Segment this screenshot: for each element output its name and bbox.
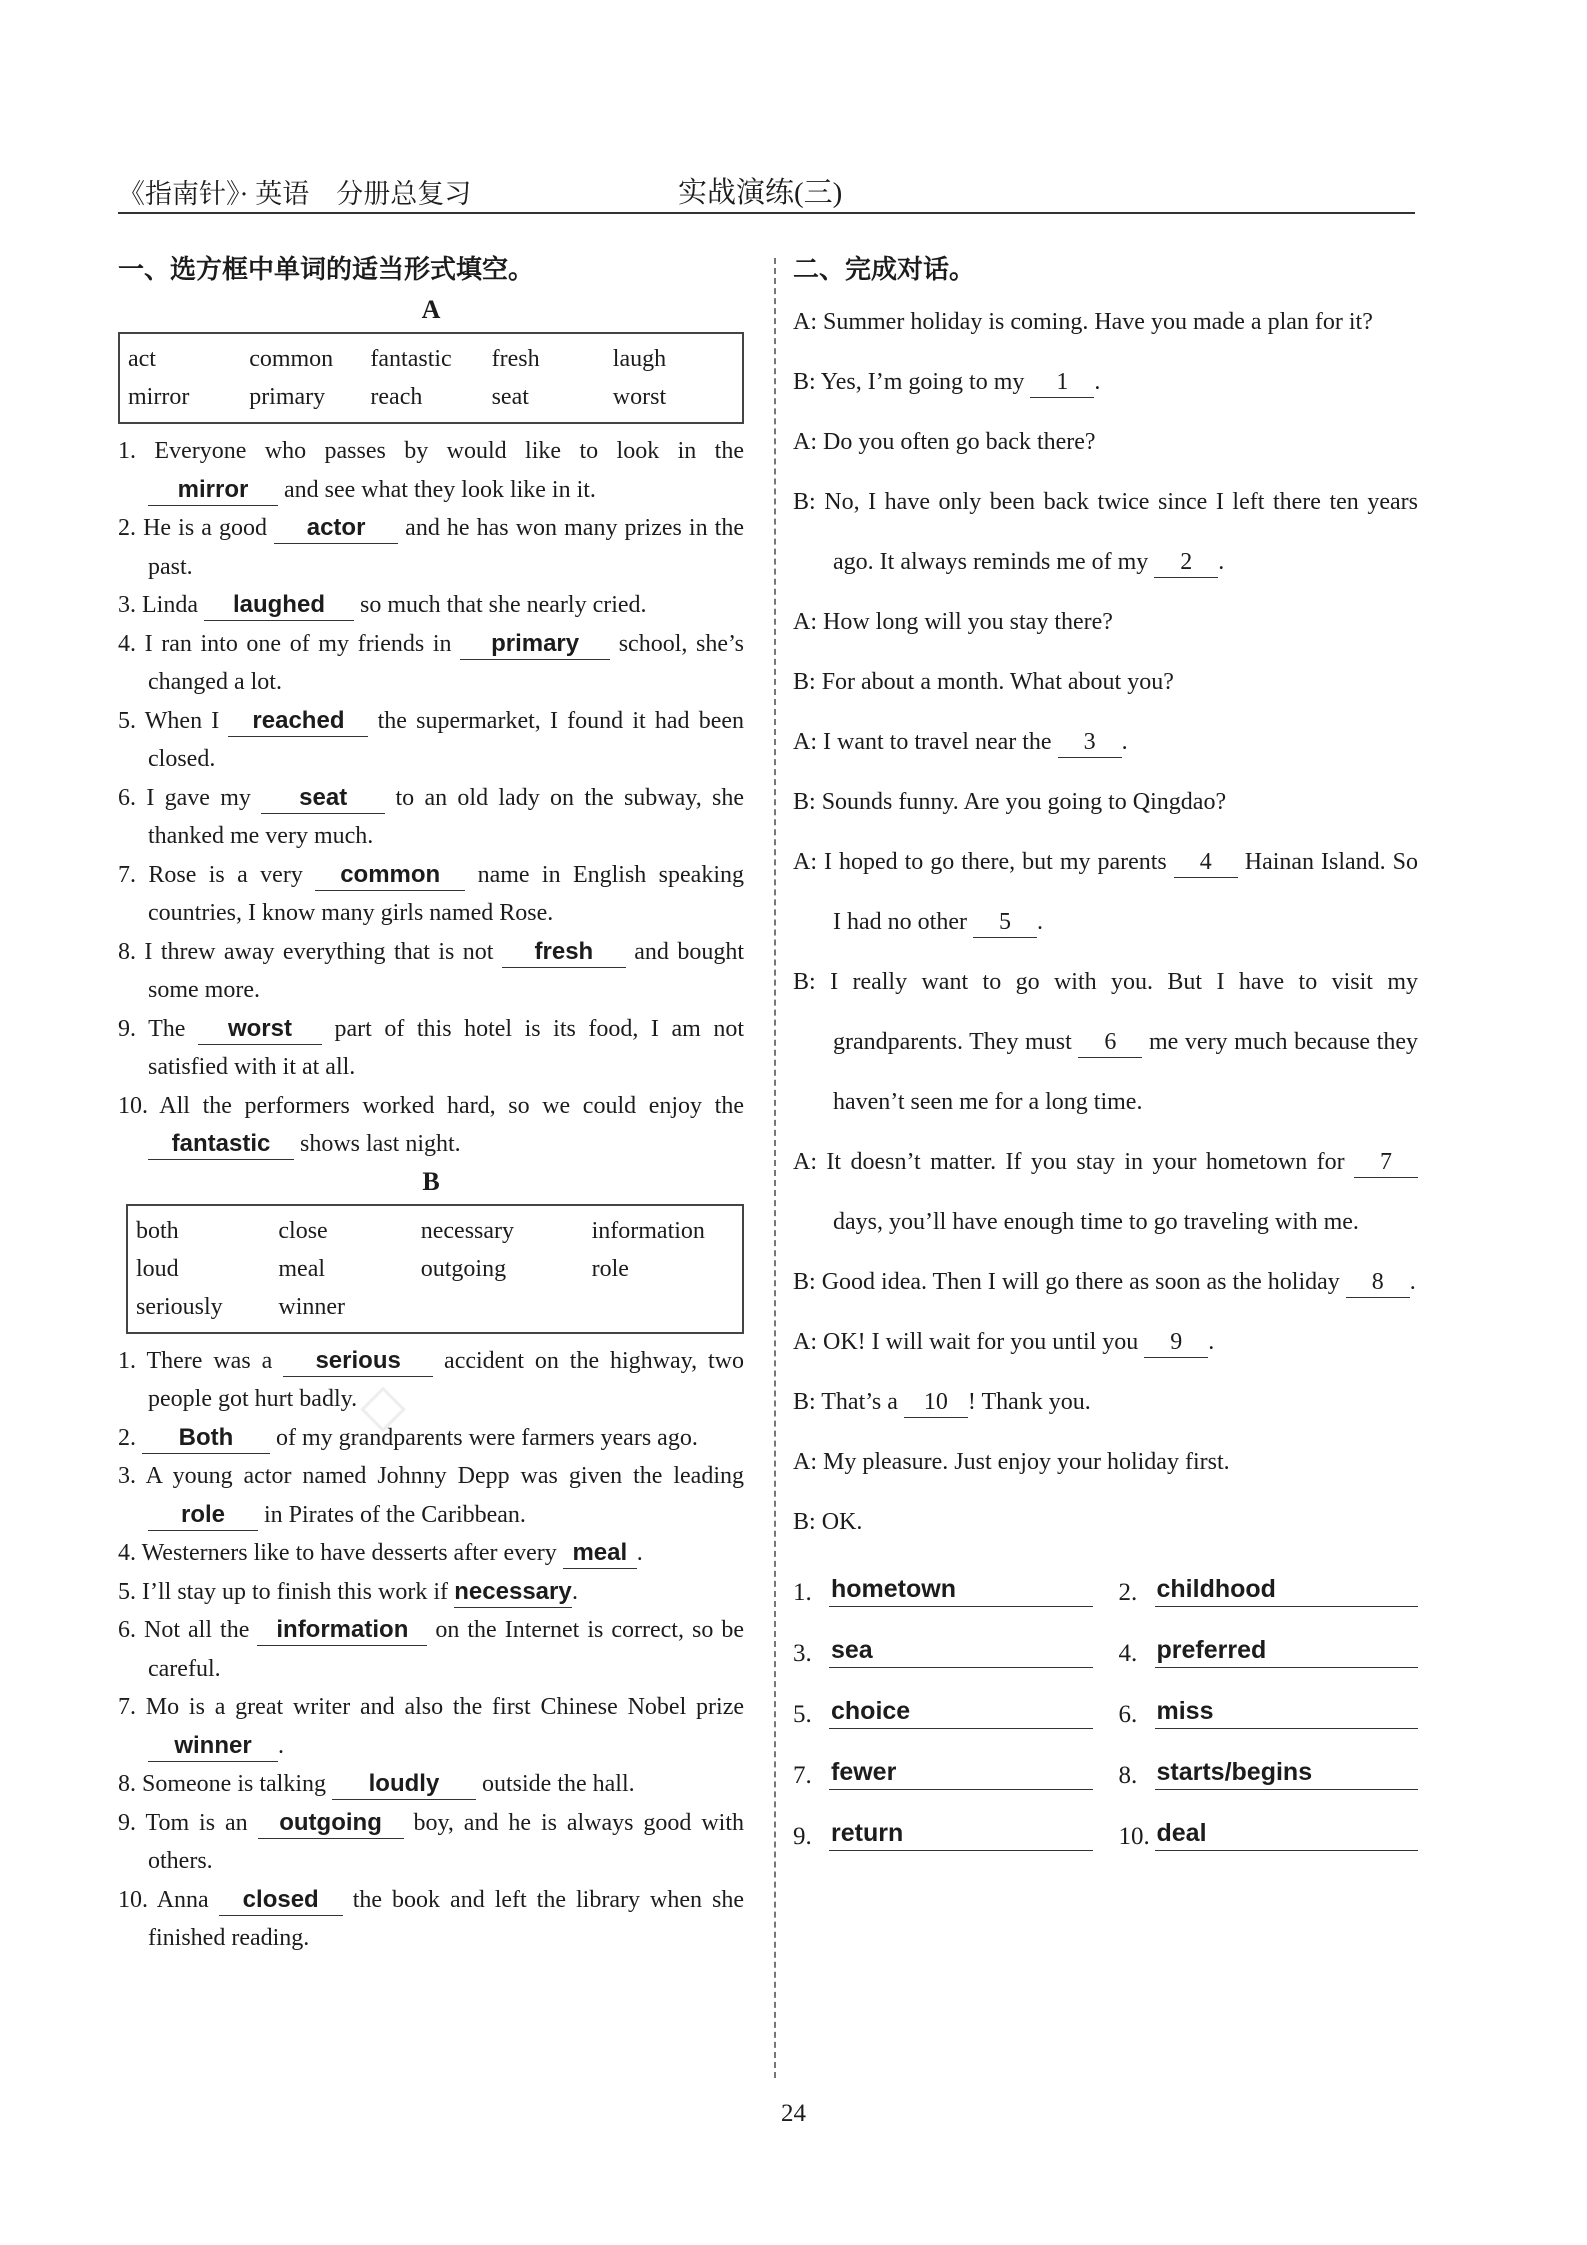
- answer-blank[interactable]: common: [315, 860, 465, 891]
- speaker-label: A:: [793, 429, 823, 455]
- question-item: [118, 1765, 744, 1804]
- answer-number: 7.: [793, 1762, 812, 1789]
- answer-blank[interactable]: winner: [148, 1731, 278, 1762]
- answer-blank[interactable]: laughed: [204, 590, 354, 621]
- group-b-label: B: [422, 1166, 440, 1196]
- dialogue-text: For about a month. What about you?: [821, 669, 1174, 695]
- answer-blank[interactable]: necessary: [454, 1577, 572, 1608]
- question-text: Tom is an: [145, 1809, 258, 1836]
- question-number: 8.: [118, 1771, 142, 1797]
- speaker-label: A:: [793, 849, 824, 875]
- question-text: on the Internet is correct, so be careful.: [148, 1617, 744, 1682]
- dialogue-blank[interactable]: 7: [1354, 1147, 1418, 1178]
- question-text: the book and left the library when she finished reading.: [148, 1886, 744, 1951]
- answer-value[interactable]: choice: [829, 1694, 1093, 1729]
- answer-value[interactable]: preferred: [1155, 1633, 1419, 1668]
- answer-number: 1.: [793, 1579, 812, 1606]
- answer-value[interactable]: miss: [1155, 1694, 1419, 1729]
- part2-title: 二、完成对话。: [793, 255, 976, 285]
- question-number: 5.: [118, 707, 145, 734]
- answer-blank[interactable]: reached: [228, 706, 368, 737]
- dialogue-blank[interactable]: 5: [973, 907, 1037, 938]
- question-item: [118, 1010, 744, 1087]
- answer-blank[interactable]: actor: [274, 513, 398, 544]
- question-item: [118, 1688, 744, 1765]
- answer-blank[interactable]: meal: [563, 1538, 637, 1569]
- question-item: [118, 856, 744, 933]
- dialogue-blank[interactable]: 1: [1030, 367, 1094, 398]
- speaker-label: B:: [793, 1389, 822, 1415]
- question-text: All the performers worked hard, so we could enjoy the: [159, 1092, 744, 1119]
- dialogue-line: [793, 1132, 1418, 1252]
- answer-blank[interactable]: mirror: [148, 475, 278, 506]
- dialogue-line: [793, 772, 1418, 832]
- question-item: [118, 779, 744, 856]
- question-item: [118, 586, 744, 625]
- word-option: close: [278, 1217, 328, 1244]
- answer-number: 5.: [793, 1701, 812, 1728]
- word-option: worst: [612, 384, 667, 410]
- question-text: to an old lady on the subway, she thanked me very much.: [148, 784, 745, 849]
- answer-value[interactable]: starts/begins: [1155, 1755, 1419, 1790]
- answer-grid: [793, 1572, 1418, 1851]
- speaker-label: B:: [793, 969, 831, 995]
- dialogue-text: It doesn’t matter. If you stay in your hometown for: [826, 1149, 1355, 1175]
- question-text: and bought some more.: [148, 938, 744, 1003]
- question-text: of my grandparents were farmers years ago.: [270, 1424, 698, 1451]
- question-text: The: [148, 1015, 198, 1042]
- speaker-label: A:: [793, 1449, 823, 1475]
- dialogue-line: [793, 952, 1418, 1132]
- question-number: 5.: [118, 1578, 142, 1605]
- dialogue-blank[interactable]: 2: [1154, 547, 1218, 578]
- answer-value[interactable]: hometown: [829, 1572, 1093, 1607]
- answer-row: [793, 1694, 1093, 1729]
- speaker-label: A:: [793, 609, 823, 635]
- answer-row: [1119, 1633, 1419, 1668]
- question-text: school, she’s changed a lot.: [148, 630, 744, 695]
- dialogue-line: [793, 592, 1418, 652]
- question-number: 7.: [118, 861, 149, 888]
- question-number: 6.: [118, 1617, 145, 1643]
- dialogue-text: OK! I will wait for you until you: [823, 1329, 1145, 1355]
- answer-row: [793, 1816, 1093, 1851]
- dialogue-line: [793, 652, 1418, 712]
- dialogue-blank[interactable]: 4: [1174, 847, 1238, 878]
- answer-blank[interactable]: Both: [142, 1423, 270, 1454]
- question-number: 3.: [118, 592, 142, 618]
- book-title: 《指南针》· 英语 分册总复习: [118, 179, 472, 209]
- dialogue-text: I really want to go with you. But I have to visit my grandparents. They must: [830, 969, 1419, 1055]
- speaker-label: B:: [793, 1269, 822, 1295]
- answer-value[interactable]: childhood: [1155, 1572, 1419, 1607]
- speaker-label: B:: [793, 1509, 822, 1535]
- question-item: [118, 1087, 744, 1164]
- question-number: 3.: [118, 1463, 146, 1489]
- word-option: seriously: [136, 1293, 223, 1320]
- dialogue-text: I want to travel near the: [823, 729, 1058, 755]
- left-column: [118, 248, 744, 1958]
- answer-row: [1119, 1755, 1419, 1790]
- dialogue-line: [793, 1312, 1418, 1372]
- question-text: Anna: [156, 1886, 219, 1913]
- answer-blank[interactable]: role: [148, 1500, 258, 1531]
- question-number: 1.: [118, 438, 155, 464]
- question-text: .: [278, 1732, 284, 1759]
- dialogue-line: [793, 352, 1418, 412]
- question-item: [118, 1804, 744, 1881]
- answer-number: 6.: [1118, 1701, 1138, 1728]
- dialogue-text: How long will you stay there?: [823, 609, 1113, 635]
- part1-title: 一、选方框中单词的适当形式填空。: [118, 255, 535, 285]
- question-text: so much that she nearly cried.: [353, 592, 647, 618]
- question-text: and he has won many prizes in the past.: [148, 515, 744, 580]
- dialogue-line: [793, 1492, 1418, 1552]
- word-option: reach: [370, 384, 423, 410]
- question-text: Mo is a great writer and also the first Chinese Nobel prize: [145, 1694, 745, 1720]
- question-number: 9.: [118, 1809, 146, 1836]
- question-number: 2.: [118, 1424, 142, 1451]
- question-text: I ran into one of my friends in: [144, 630, 461, 657]
- answer-number: 2.: [1118, 1579, 1138, 1606]
- speaker-label: B:: [793, 669, 822, 695]
- answer-row: [1119, 1572, 1419, 1607]
- word-option: common: [249, 346, 334, 372]
- dialogue-text: Sounds funny. Are you going to Qingdao?: [821, 789, 1227, 815]
- dialogue-text: .: [1036, 909, 1043, 935]
- question-number: 4.: [118, 630, 145, 657]
- question-text: He is a good: [143, 515, 275, 541]
- dialogue-text: me very much because they haven’t seen me for a long time.: [833, 1029, 1418, 1115]
- answer-blank[interactable]: fantastic: [148, 1129, 294, 1160]
- word-option: act: [128, 346, 156, 372]
- word-option: mirror: [128, 384, 190, 410]
- dialogue: [793, 292, 1418, 1552]
- question-item: [118, 1534, 744, 1573]
- answer-blank[interactable]: closed: [219, 1885, 343, 1916]
- dialogue-text: ! Thank you.: [967, 1389, 1091, 1415]
- question-item: [118, 933, 744, 1010]
- question-text: Westerners like to have desserts after every: [141, 1540, 563, 1566]
- question-number: 6.: [118, 784, 147, 811]
- watermark: ◇: [360, 1370, 407, 1440]
- word-option: fresh: [491, 346, 540, 372]
- question-text: boy, and he is always good with others.: [148, 1809, 744, 1874]
- dialogue-line: [793, 472, 1418, 592]
- question-text: Rose is a very: [148, 861, 316, 888]
- speaker-label: A:: [793, 309, 823, 335]
- question-text: Linda: [142, 592, 204, 618]
- question-item: [118, 702, 744, 779]
- speaker-label: B:: [793, 369, 821, 395]
- word-box-a: [118, 332, 744, 424]
- dialogue-text: Yes, I’m going to my: [820, 369, 1031, 395]
- question-number: 7.: [118, 1694, 146, 1720]
- answer-blank[interactable]: outgoing: [258, 1808, 404, 1839]
- answer-number: 10.: [1118, 1823, 1150, 1850]
- question-text: and see what they look like in it.: [278, 476, 596, 503]
- question-text: name in English speaking countries, I know many girls named Rose.: [148, 861, 744, 926]
- header-rule: [118, 212, 1415, 214]
- answer-blank[interactable]: primary: [460, 629, 610, 660]
- dialogue-blank[interactable]: 10: [904, 1387, 968, 1418]
- question-text: outside the hall.: [475, 1771, 635, 1797]
- question-text: accident on the highway, two people got hurt badly.: [148, 1347, 745, 1412]
- answer-number: 8.: [1118, 1762, 1138, 1789]
- question-item: [118, 1881, 744, 1958]
- dialogue-line: [793, 412, 1418, 472]
- question-number: 10.: [118, 1092, 160, 1119]
- question-text: Not all the: [144, 1617, 258, 1643]
- question-item: [118, 1573, 744, 1612]
- answer-row: [1119, 1694, 1419, 1729]
- answer-value[interactable]: deal: [1155, 1816, 1419, 1851]
- speaker-label: B:: [793, 789, 822, 815]
- answer-blank[interactable]: serious: [283, 1346, 433, 1377]
- question-number: 2.: [118, 515, 144, 541]
- group-a-questions: [118, 432, 744, 1164]
- question-text: There was a: [146, 1347, 284, 1374]
- dialogue-blank[interactable]: 3: [1058, 727, 1122, 758]
- word-option: both: [136, 1217, 179, 1244]
- answer-value[interactable]: fewer: [829, 1755, 1093, 1790]
- answer-row: [793, 1572, 1093, 1607]
- answer-blank[interactable]: information: [257, 1615, 427, 1646]
- dialogue-text: Do you often go back there?: [823, 429, 1096, 455]
- question-text: When I: [144, 707, 229, 734]
- dialogue-text: .: [1121, 729, 1128, 755]
- word-option: information: [591, 1217, 705, 1244]
- dialogue-text: Summer holiday is coming. Have you made a plan for it?: [823, 309, 1373, 335]
- page-number: 24: [781, 2100, 806, 2127]
- dialogue-line: [793, 1372, 1418, 1432]
- dialogue-line: [793, 712, 1418, 772]
- dialogue-text: .: [1409, 1269, 1416, 1295]
- question-text: I threw away everything that is not: [144, 938, 502, 965]
- question-text: I gave my: [146, 784, 262, 811]
- dialogue-text: .: [1094, 369, 1101, 395]
- answer-row: [793, 1755, 1093, 1790]
- dialogue-text: My pleasure. Just enjoy your holiday first.: [823, 1449, 1230, 1475]
- word-option: necessary: [420, 1217, 515, 1244]
- speaker-label: A:: [793, 729, 823, 755]
- dialogue-text: OK.: [821, 1509, 863, 1535]
- question-item: [118, 509, 744, 586]
- answer-row: [793, 1633, 1093, 1668]
- group-a-label: A: [421, 295, 441, 324]
- question-item: [118, 625, 744, 702]
- dialogue-line: [793, 832, 1418, 952]
- answer-blank[interactable]: fresh: [502, 937, 626, 968]
- question-number: 9.: [118, 1015, 149, 1042]
- answer-number: 4.: [1118, 1640, 1138, 1667]
- right-column: [793, 248, 1418, 1851]
- word-option: role: [591, 1255, 629, 1282]
- word-option: loud: [136, 1255, 179, 1282]
- dialogue-text: days, you’ll have enough time to go traveling with me.: [833, 1209, 1359, 1235]
- section-title: 实战演练(三): [678, 177, 843, 209]
- question-text: in Pirates of the Caribbean.: [258, 1501, 526, 1528]
- word-option: fantastic: [370, 346, 452, 372]
- page-header: [118, 170, 1415, 214]
- question-text: Everyone who passes by would like to look in the: [154, 438, 744, 464]
- question-text: .: [571, 1578, 578, 1605]
- dialogue-blank[interactable]: 9: [1144, 1327, 1208, 1358]
- question-number: 10.: [118, 1886, 157, 1913]
- word-option: laugh: [612, 346, 667, 372]
- answer-blank[interactable]: loudly: [332, 1769, 476, 1800]
- speaker-label: A:: [793, 1149, 827, 1175]
- question-number: 4.: [118, 1540, 142, 1566]
- dialogue-blank[interactable]: 8: [1346, 1267, 1410, 1298]
- dialogue-text: That’s a: [821, 1389, 904, 1415]
- dialogue-text: No, I have only been back twice since I left there ten years ago. It always reminds me of my: [824, 489, 1418, 575]
- question-text: the supermarket, I found it had been closed.: [148, 707, 745, 772]
- answer-row: [1119, 1816, 1419, 1851]
- question-item: [118, 1419, 744, 1458]
- dialogue-line: [793, 1252, 1418, 1312]
- dialogue-text: Hainan Island. So I had no other: [833, 849, 1418, 935]
- dialogue-line: [793, 292, 1418, 352]
- dialogue-text: Good idea. Then I will go there as soon as the holiday: [821, 1269, 1346, 1295]
- answer-value[interactable]: sea: [829, 1633, 1093, 1668]
- word-option: seat: [491, 384, 529, 410]
- column-divider: [774, 258, 776, 2078]
- answer-number: 9.: [793, 1823, 812, 1850]
- question-text: A young actor named Johnny Depp was given the leading: [145, 1463, 744, 1489]
- dialogue-text: .: [1218, 549, 1225, 575]
- dialogue-text: .: [1208, 1329, 1215, 1355]
- answer-value[interactable]: return: [829, 1816, 1093, 1851]
- speaker-label: B:: [793, 489, 825, 515]
- question-text: part of this hotel is its food, I am not satisfied with it at all.: [148, 1015, 744, 1080]
- question-text: .: [636, 1540, 643, 1566]
- word-option: outgoing: [420, 1255, 507, 1282]
- word-option: winner: [278, 1293, 346, 1320]
- question-number: 1.: [118, 1347, 147, 1374]
- group-b-questions: [118, 1342, 744, 1958]
- dialogue-text: I hoped to go there, but my parents: [823, 849, 1174, 875]
- speaker-label: A:: [793, 1329, 823, 1355]
- question-item: [118, 1342, 744, 1419]
- question-text: Someone is talking: [142, 1771, 332, 1797]
- question-item: [118, 1457, 744, 1534]
- question-text: shows last night.: [294, 1131, 461, 1157]
- question-number: 8.: [118, 938, 145, 965]
- question-text: I’ll stay up to finish this work if: [142, 1578, 454, 1605]
- answer-blank[interactable]: seat: [261, 783, 385, 814]
- question-item: [118, 1611, 744, 1688]
- answer-number: 3.: [793, 1640, 812, 1667]
- answer-blank[interactable]: worst: [198, 1014, 322, 1045]
- word-option: meal: [278, 1255, 326, 1282]
- word-box-b: [126, 1204, 744, 1334]
- question-item: [118, 432, 744, 509]
- dialogue-blank[interactable]: 6: [1078, 1027, 1142, 1058]
- word-option: primary: [249, 384, 326, 410]
- dialogue-line: [793, 1432, 1418, 1492]
